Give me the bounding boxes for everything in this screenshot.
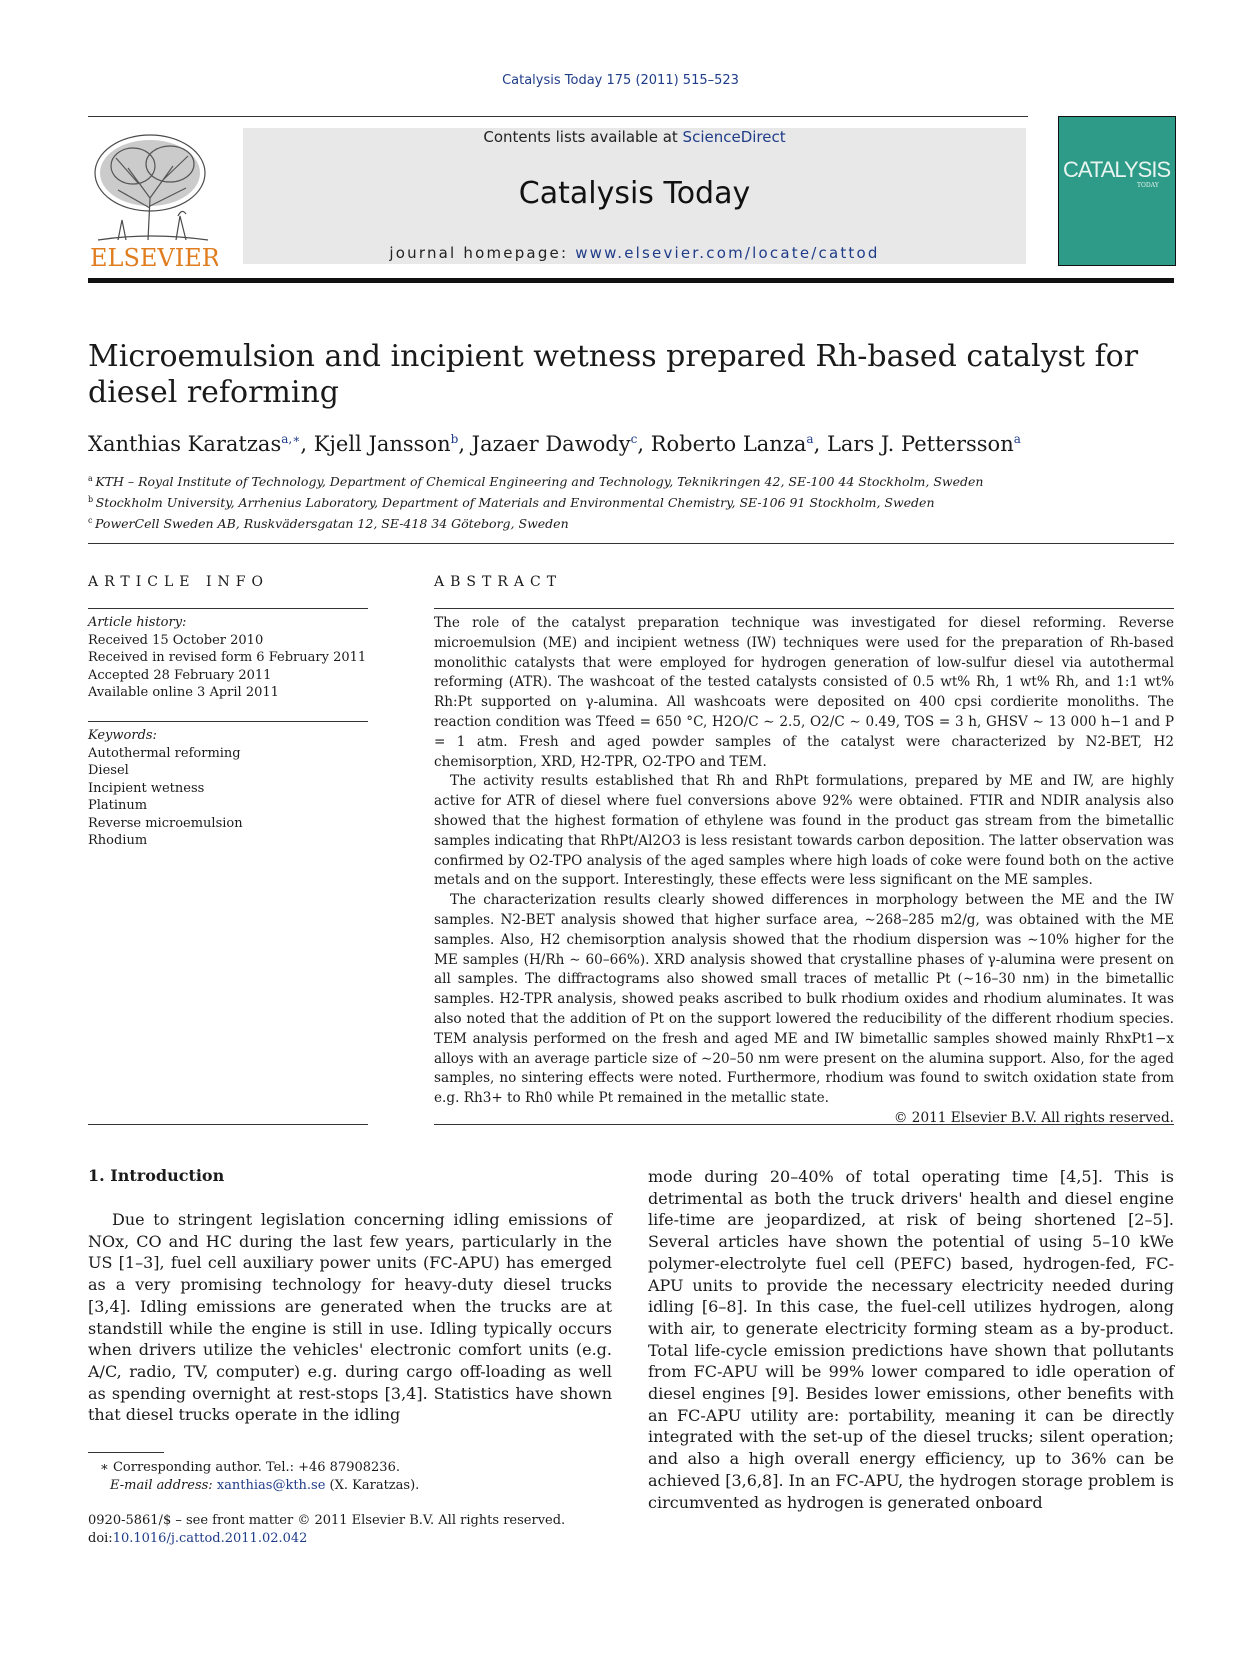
author-name[interactable]: Kjell Jansson	[313, 432, 451, 456]
affiliation-list	[88, 470, 1174, 533]
header-rule	[88, 116, 1028, 117]
author-affiliation-mark[interactable]: a,∗	[281, 432, 301, 446]
doi-link[interactable]: 10.1016/j.cattod.2011.02.042	[112, 1531, 308, 1546]
cover-subtitle: TODAY	[1137, 182, 1159, 189]
affiliation-mark: c	[88, 516, 96, 526]
email-label: E-mail address:	[110, 1478, 217, 1493]
article-title: Microemulsion and incipient wetness prepared Rh-based catalyst for diesel reforming	[88, 339, 1139, 410]
sciencedirect-link[interactable]: ScienceDirect	[682, 128, 786, 146]
body-column-right: mode during 20–40% of total operating time [4,5]. This is detrimental as both the truck drivers' health and diesel engine life-time are jeopardized, at risk of being shortened [2–5]. Several articles have shown the potential of using 5–10 kWe polymer-electrolyte fuel cell (PEFC) based, hydrogen-fed, FC-APU units to provide the necessary electricity needed during idling [6–8]. In this case, the fuel-cell utilizes hydrogen, along with air, to generate electricity forming steam as a by-product. Total life-cycle emission predictions have shown that pollutants from FC-APU will be 99% lower compared to idle operation of diesel engines [9]. Besides lower emissions, other benefits with an FC-APU utility are: portability, meaning it can be directly integrated with the set-up of the diesel trucks; silent operation; and also a high overall energy efficiency, up to 36% can be achieved [3,6,8]. In an FC-APU, the hydrogen storage problem is circumvented as hydrogen is generated onboard	[648, 1167, 1174, 1512]
abstract-rule	[434, 608, 1174, 609]
affiliation	[88, 470, 1174, 491]
author-separator: ,	[813, 432, 827, 456]
author-name[interactable]: Jazaer Dawody	[471, 432, 631, 456]
page-footer	[88, 1512, 688, 1548]
doi-label: doi:	[88, 1531, 113, 1546]
affiliation-mark: a	[88, 474, 96, 483]
article-info-heading: ARTICLE INFO	[88, 574, 269, 590]
email-line	[100, 1477, 620, 1495]
abstract-heading: ABSTRACT	[434, 574, 563, 590]
author-affiliation-mark[interactable]: b	[450, 432, 459, 446]
history-online: Available online 3 April 2011	[88, 685, 279, 700]
doi-line	[88, 1530, 688, 1548]
corresponding-line: ∗ Corresponding author. Tel.: +46 87908236.	[100, 1460, 400, 1475]
abstract-body	[434, 614, 1174, 1129]
header-thick-rule	[88, 278, 1174, 283]
author-name[interactable]: Roberto Lanza	[650, 432, 807, 456]
section-heading-introduction: 1. Introduction	[88, 1166, 225, 1185]
body-column-left: Due to stringent legislation concerning idling emissions of NOx, CO and HC during the last few years, particularly in the US [1–3], fuel cell auxiliary power units (FC-APU) has emerged as a very promising technology for heavy-duty diesel trucks [3,4]. Idling emissions are generated when the trucks are at standstill while the engine is still in use. Idling typically occurs when drivers utilize the vehicles' electronic comfort units (e.g. A/C, radio, TV, computer) e.g. during cargo off-loading as well as spending overnight at rest-stops [3,4]. Statistics have shown that diesel trucks operate in the idling	[88, 1210, 612, 1425]
homepage-line	[243, 244, 1026, 262]
keyword: Platinum	[88, 798, 148, 813]
affiliation	[88, 512, 1174, 533]
author-list	[88, 432, 1174, 456]
author-affiliation-mark[interactable]: c	[630, 432, 638, 446]
email-suffix: (X. Karatzas).	[325, 1478, 420, 1493]
affiliation-mark: b	[88, 495, 96, 505]
elsevier-logo[interactable]	[88, 128, 218, 270]
abstract-copyright: © 2011 Elsevier B.V. All rights reserved.	[893, 1109, 1174, 1126]
issn-line: 0920-5861/$ – see front matter © 2011 Elsevier B.V. All rights reserved.	[88, 1513, 566, 1528]
keywords-rule	[88, 721, 368, 722]
author-name[interactable]: Xanthias Karatzas	[88, 432, 282, 456]
keyword: Incipient wetness	[88, 780, 205, 796]
footnote-rule	[88, 1452, 164, 1453]
journal-citation[interactable]: Catalysis Today 175 (2011) 515–523	[502, 73, 739, 88]
author-separator: ,	[458, 432, 472, 456]
history-accepted: Accepted 28 February 2011	[88, 667, 272, 683]
journal-name: Catalysis Today	[518, 176, 751, 211]
meta-rule	[88, 543, 1174, 544]
affiliation	[88, 491, 1174, 512]
journal-banner	[243, 128, 1026, 264]
author-affiliation-mark[interactable]: a	[1013, 432, 1021, 446]
homepage-link[interactable]: www.elsevier.com/locate/cattod	[575, 244, 880, 262]
abstract-paragraph: The activity results established that Rh and RhPt formulations, prepared by ME and IW, are highly active for ATR of diesel where fuel conversions above 92% were obtained. FTIR and NDIR analysis also showed that the highest formation of ethylene was found in the product gas stream from the bimetallic samples indicating that RhPt/Al2O3 is less resistant towards carbon deposition. The latter observation was confirmed by O2-TPO analysis of the aged samples where high loads of coke were found both on the active metals and on the support. Interestingly, these effects were less significant on the ME samples.	[434, 773, 1174, 889]
author-separator: ,	[300, 432, 314, 456]
cover-title: CATALYSIS	[1063, 157, 1171, 182]
keyword-list	[88, 727, 368, 850]
email-link[interactable]: xanthias@kth.se	[216, 1478, 326, 1493]
affiliation-text: KTH – Royal Institute of Technology, Department of Chemical Engineering and Technology, Teknikringen 42, SE-100 44 Stockholm, Sweden	[95, 474, 984, 490]
article-info-end-rule	[88, 1124, 368, 1125]
journal-cover-thumbnail[interactable]	[1058, 116, 1176, 266]
author-name[interactable]: Lars J. Pettersson	[826, 432, 1014, 456]
contents-line	[243, 128, 1026, 146]
corresponding-author-footnote	[100, 1459, 620, 1495]
article-info-rule	[88, 608, 368, 609]
abstract-paragraph: The role of the catalyst preparation technique was investigated for diesel reforming. Reverse microemulsion (ME) and incipient wetness (IW) techniques were used for the preparation of Rh-based monolithic catalysts that were employed for hydrogen generation of low-sulfur diesel via autothermal reforming (ATR). The washcoat of the tested catalysts consisted of 0.5 wt% Rh, 1 wt% Rh, and 1:1 wt% Rh:Pt supported on γ-alumina. All washcoats were deposited on 400 cpsi cordierite monoliths. The reaction condition was Tfeed = 650 °C, H2O/C ∼ 2.5, O2/C ∼ 0.49, TOS = 3 h, GHSV ∼ 13 000 h−1 and P = 1 atm. Fresh and aged powder samples of the catalyst were characterized by N2-BET, H2 chemisorption, XRD, H2-TPR, O2-TPO and TEM.	[434, 615, 1174, 770]
history-revised: Received in revised form 6 February 2011	[88, 650, 367, 665]
abstract-paragraph: The characterization results clearly showed differences in morphology between the ME and the IW samples. N2-BET analysis showed that higher surface area, ∼268–285 m2/g, was obtained with the ME samples. Also, H2 chemisorption analysis showed that the rhodium dispersion was ∼10% higher for the ME samples (H/Rh ∼ 60–66%). XRD analysis showed that crystalline phases of γ-alumina were present on all samples. The diffractograms also showed small traces of metallic Pt (∼16–30 nm) in the bimetallic samples. H2-TPR analysis, showed peaks ascribed to bulk rhodium oxides and rhodium aluminates. It was also noted that the addition of Pt on the support lowered the reducibility of the different rhodium species. TEM analysis performed on the fresh and aged ME and IW bimetallic samples showed mainly RhxPt1−x alloys with an average particle size of ∼20–50 nm were present on the alumina support. Also, for the aged samples, no sintering effects were noted. Furthermore, rhodium was found to switch oxidation state from e.g. Rh3+ to Rh0 while Pt remained in the metallic state.	[434, 892, 1174, 1107]
keywords-label: Keywords:	[88, 728, 157, 743]
affiliation-text: Stockholm University, Arrhenius Laboratory, Department of Materials and Environmental Chemistry, SE-106 91 Stockholm, Sweden	[95, 495, 935, 511]
publisher-wordmark: ELSEVIER	[90, 244, 218, 270]
author-separator: ,	[637, 432, 651, 456]
keyword: Reverse microemulsion	[88, 815, 243, 831]
author-affiliation-mark[interactable]: a	[806, 432, 814, 446]
keyword: Autothermal reforming	[88, 745, 241, 761]
article-history	[88, 614, 368, 702]
keyword: Rhodium	[88, 833, 148, 848]
history-label: Article history:	[88, 615, 187, 630]
keyword: Diesel	[88, 763, 129, 778]
history-received: Received 15 October 2010	[88, 632, 264, 648]
affiliation-text: PowerCell Sweden AB, Ruskvädersgatan 12, SE-418 34 Göteborg, Sweden	[95, 516, 569, 532]
contents-prefix: Contents lists available at	[483, 128, 683, 146]
homepage-prefix: journal homepage:	[389, 244, 576, 262]
tree-icon	[88, 128, 218, 270]
